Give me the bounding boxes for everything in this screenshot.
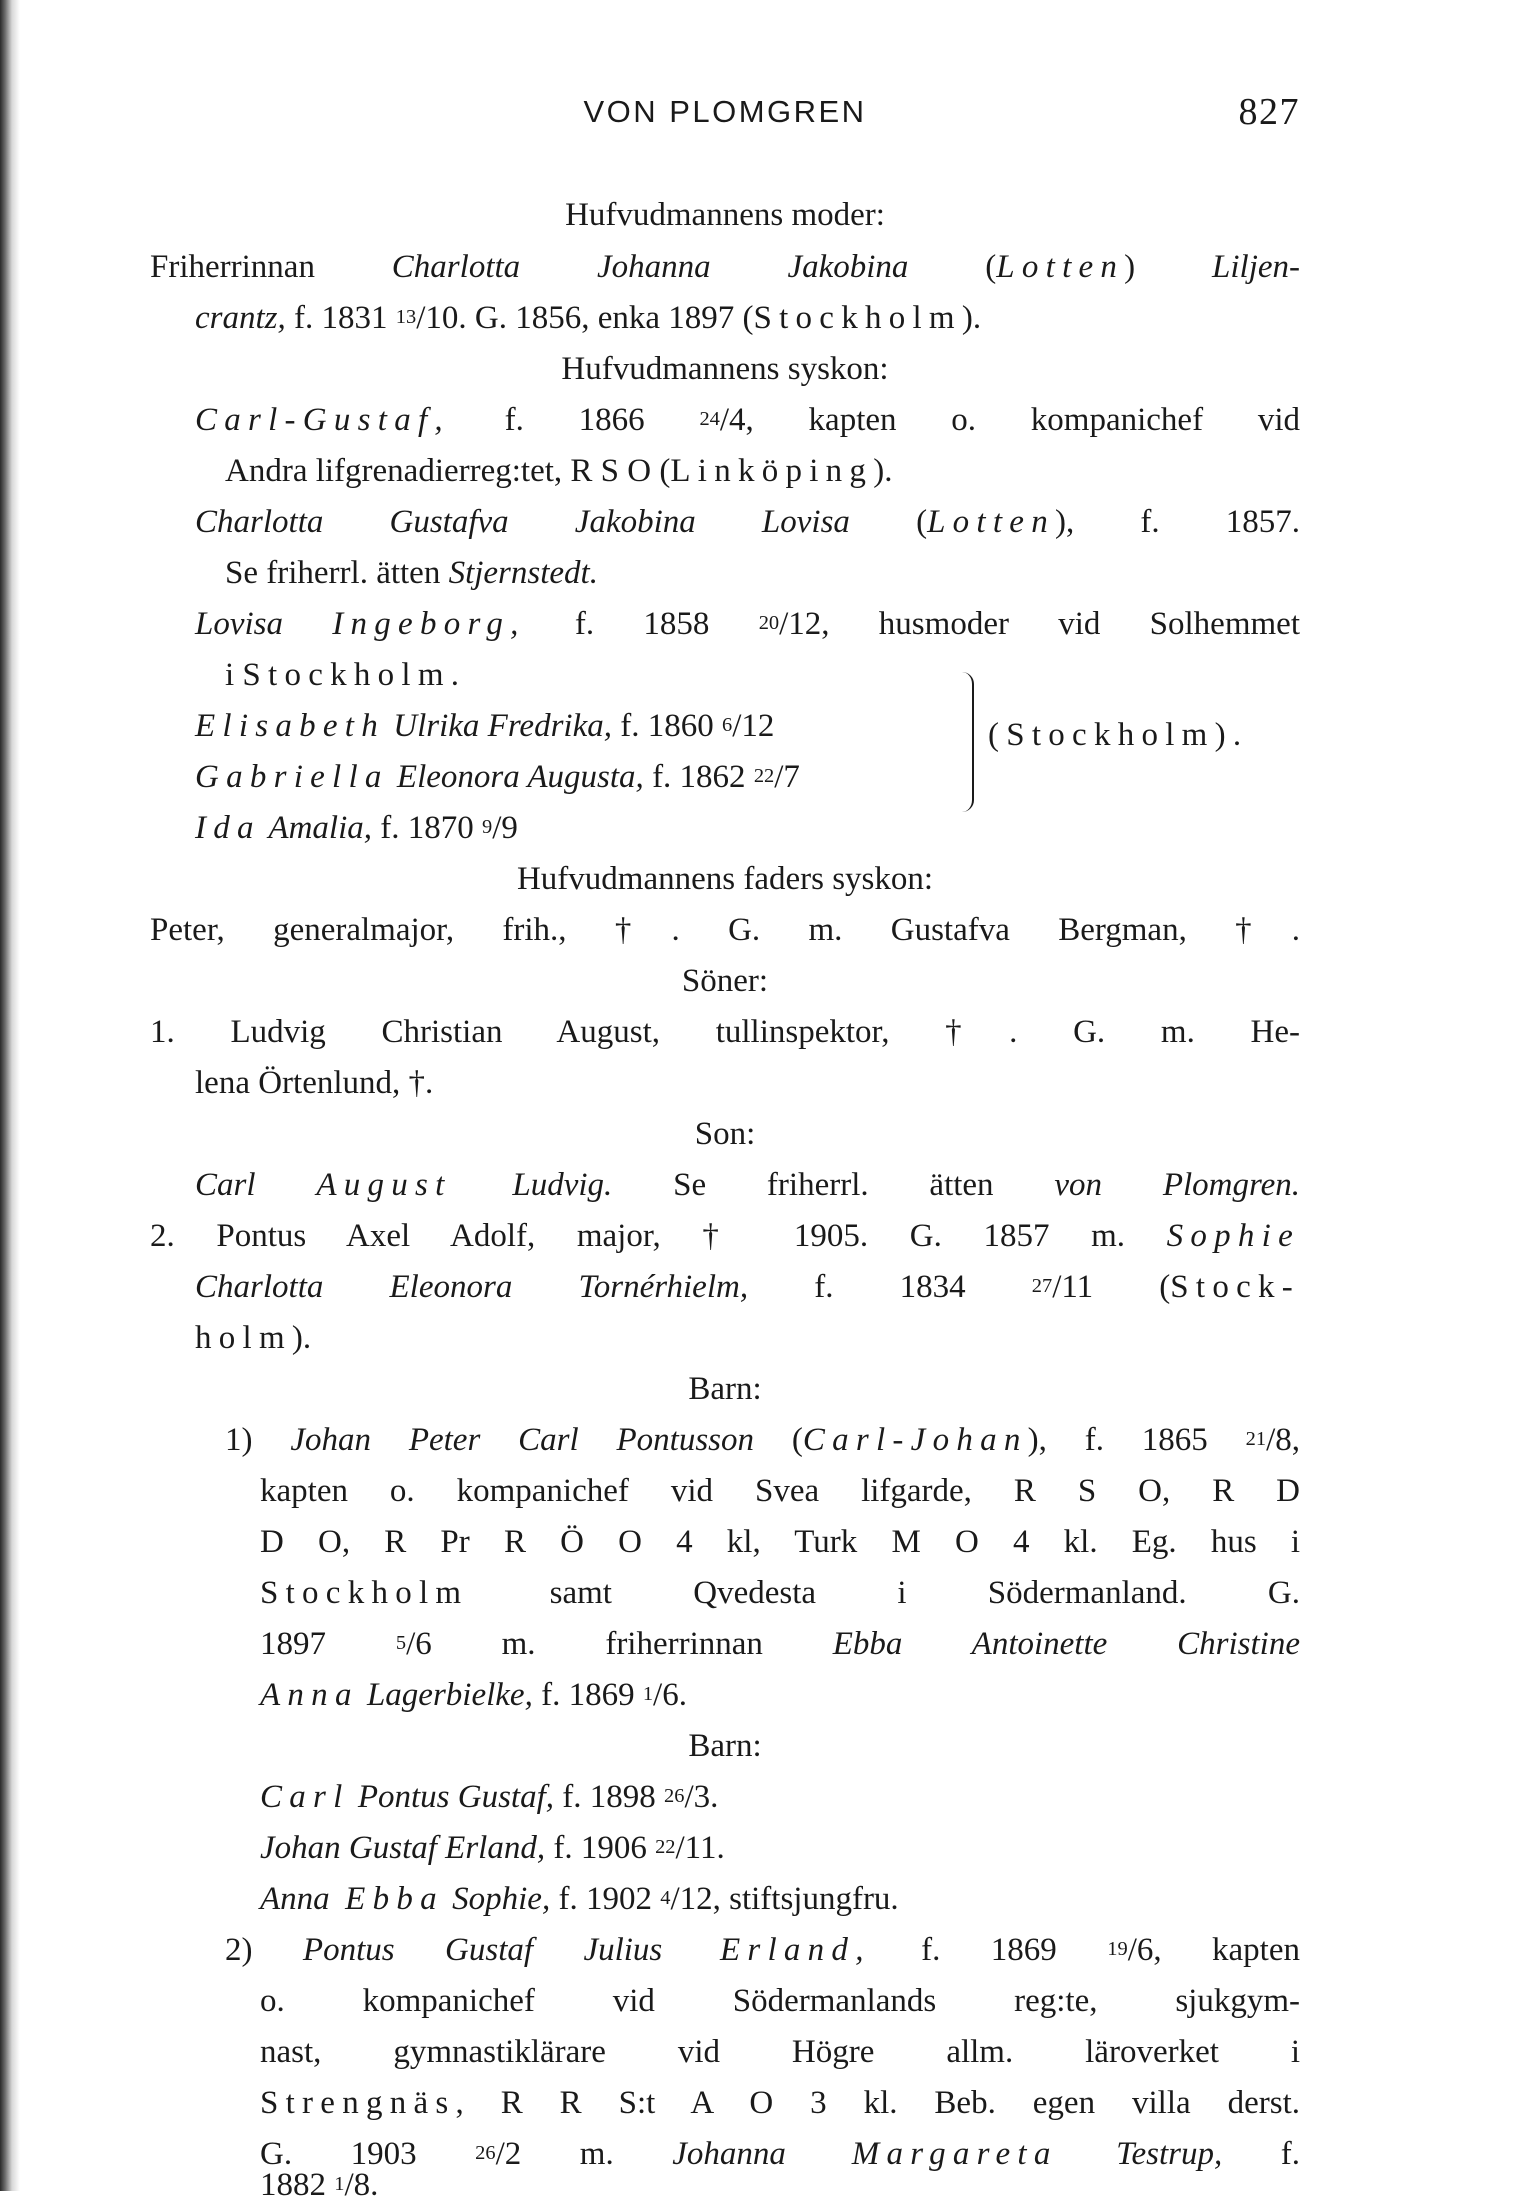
text-line: holm). bbox=[195, 1320, 312, 1356]
section-heading: Hufvudmannens syskon: bbox=[561, 351, 889, 387]
section-heading: Hufvudmannens faders syskon: bbox=[516, 861, 934, 897]
text-line: kapten o. kompanichef vid Svea lifgarde, R S O, R D bbox=[260, 1473, 1300, 1509]
running-head-title: VON PLOMGREN bbox=[583, 94, 867, 129]
text-line: 2) Pontus Gustaf Julius Erland, f. 1869 $^{19}$/6, kapten bbox=[225, 1932, 1300, 1968]
text-line: crantz, f. 1831 $^{13}$/10. G. 1856, enka 1897 (Stockholm). bbox=[195, 300, 982, 336]
text-line: Lovisa Ingeborg, f. 1858 $^{20}$/12, husmoder vid Solhemmet bbox=[195, 606, 1300, 642]
text-line: Carl Pontus Gustaf, f. 1898 $^{26}$/3. bbox=[260, 1779, 719, 1815]
text-line: Stockholm samt Qvedesta i Södermanland. G. bbox=[260, 1575, 1300, 1611]
text-line: Carl August Ludvig. Se friherrl. ätten von Plomgren. bbox=[195, 1167, 1301, 1203]
text-line: D O, R Pr R Ö O 4 kl, Turk M O 4 kl. Eg. hus i bbox=[260, 1524, 1300, 1560]
section-heading: Söner: bbox=[681, 963, 769, 999]
text-line: Gabriella Eleonora Augusta, f. 1862 $^{22}$/7 bbox=[195, 759, 800, 795]
text-line: Andra lifgrenadierreg:tet, R S O (Linköping). bbox=[225, 453, 893, 489]
text-line: G. 1903 $^{26}$/2 m. Johanna Margareta Testrup, f. bbox=[260, 2136, 1301, 2172]
section-heading: Barn: bbox=[688, 1371, 762, 1407]
text-line: Elisabeth Ulrika Fredrika, f. 1860 $^6$/12 bbox=[195, 708, 775, 744]
section-heading: Barn: bbox=[688, 1728, 762, 1764]
text-line: i Stockholm. bbox=[225, 657, 467, 693]
section-heading: Son: bbox=[694, 1116, 756, 1152]
text-line: Johan Gustaf Erland, f. 1906 $^{22}$/11. bbox=[260, 1830, 725, 1866]
text-line: Carl-Gustaf, f. 1866 $^{24}$/4, kapten o. kompanichef vid bbox=[195, 402, 1300, 438]
scan-edge bbox=[0, 0, 20, 2191]
text-line: Ida Amalia, f. 1870 $^9$/9 bbox=[195, 810, 518, 846]
text-line: Charlotta Gustafva Jakobina Lovisa (Lotten), f. 1857. bbox=[195, 504, 1300, 540]
text-line: 1. Ludvig Christian August, tullinspektor, †. G. m. He- bbox=[150, 1014, 1300, 1050]
text-line: Strengnäs, R R S:t A O 3 kl. Beb. egen villa derst. bbox=[260, 2085, 1300, 2121]
brace bbox=[958, 672, 974, 812]
text-line-cut: 1882 $^1$/8. bbox=[260, 2167, 379, 2203]
section-heading: Hufvudmannens moder: bbox=[565, 197, 885, 233]
page bbox=[150, 0, 1300, 2191]
brace-location: (Stockholm). bbox=[988, 717, 1249, 753]
text-line: 1) Johan Peter Carl Pontusson (Carl-Johan), f. 1865 $^{21}$/8, bbox=[225, 1422, 1300, 1458]
text-line: Charlotta Eleonora Tornérhielm, f. 1834 $^{27}$/11 (Stock- bbox=[195, 1269, 1300, 1305]
text-line: 2. Pontus Axel Adolf, major, † 1905. G. 1857 m. Sophie bbox=[150, 1218, 1300, 1254]
text-line: lena Örtenlund, †. bbox=[195, 1065, 434, 1101]
text-line: nast, gymnastiklärare vid Högre allm. läroverket i bbox=[260, 2034, 1300, 2070]
text-line: Friherrinnan Charlotta Johanna Jakobina (Lotten) Liljen- bbox=[150, 249, 1300, 285]
text-line: Anna Lagerbielke, f. 1869 $^1$/6. bbox=[260, 1677, 687, 1713]
text-line: Se friherrl. ätten Stjernstedt. bbox=[225, 555, 598, 591]
page-number: 827 bbox=[1238, 91, 1300, 133]
text-line: Anna Ebba Sophie, f. 1902 $^4$/12, stiftsjungfru. bbox=[260, 1881, 899, 1917]
text-line: o. kompanichef vid Södermanlands reg:te, sjukgym- bbox=[260, 1983, 1300, 2019]
text-line: Peter, generalmajor, frih., †. G. m. Gustafva Bergman, †. bbox=[150, 912, 1300, 948]
text-line: 1897 $^5$/6 m. friherrinnan Ebba Antoinette Christine bbox=[260, 1626, 1300, 1662]
